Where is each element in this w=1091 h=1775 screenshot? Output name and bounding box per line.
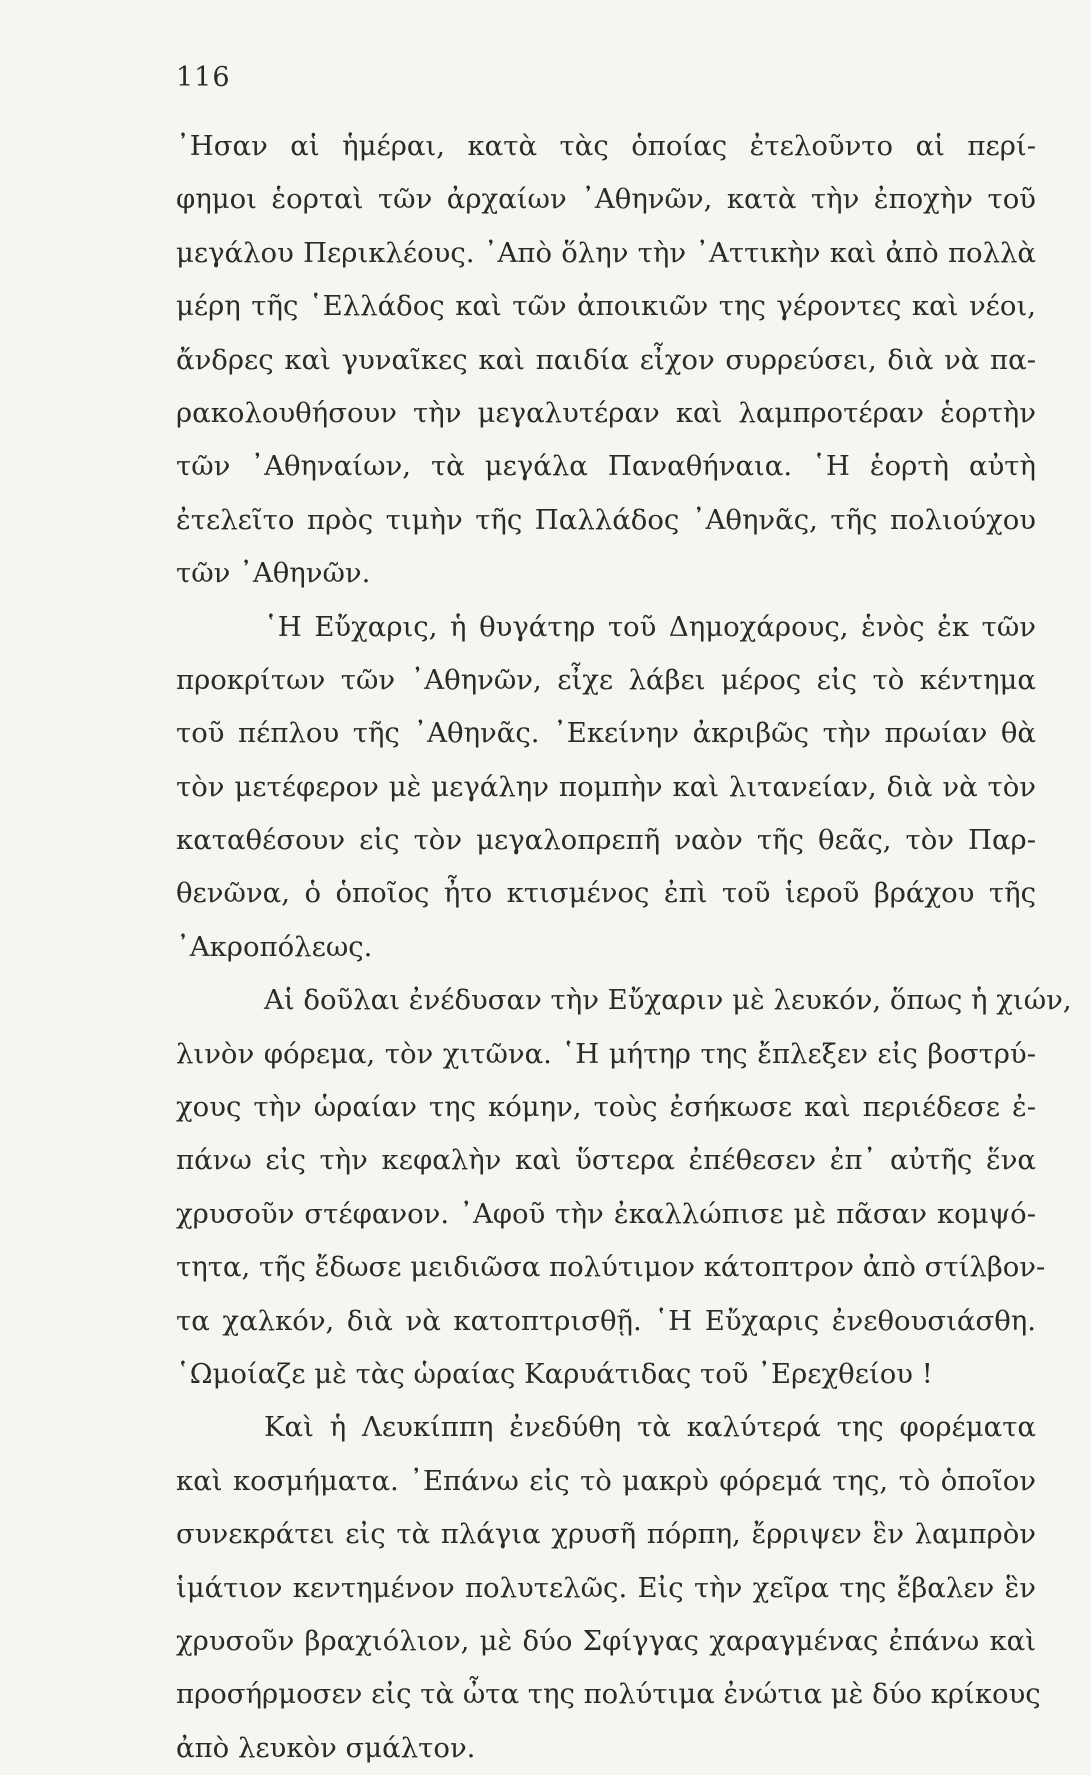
text-line: συνεκράτει εἰς τὰ πλάγια χρυσῆ πόρπη, ἔρριψεν ἓν λαμπρὸν [176, 1518, 1036, 1551]
text-line: φημοι ἑορταὶ τῶν ἀρχαίων ᾿Αθηνῶν, κατὰ τὴν ἐποχὴν τοῦ [176, 183, 1036, 216]
text-line: καὶ κοσμήματα. ᾿Επάνω εἰς τὸ μακρὺ φόρεμά της, τὸ ὁποῖον [176, 1464, 1036, 1497]
text-line: ἄνδρες καὶ γυναῖκες καὶ παιδία εἶχον συρρεύσει, διὰ νὰ πα- [176, 343, 1036, 376]
text-line: χρυσοῦν βραχιόλιον, μὲ δύο Σφίγγας χαραγμένας ἐπάνω καὶ [176, 1624, 1036, 1657]
paragraph [176, 120, 1036, 601]
text-line: ᾿Ακροπόλεως. [176, 930, 373, 963]
paragraph [176, 1401, 1041, 1775]
text-line: ῾Η Εὔχαρις, ἡ θυγάτηρ τοῦ Δημοχάρους, ἑνὸς ἐκ τῶν [264, 610, 1036, 643]
text-line: προκρίτων τῶν ᾿Αθηνῶν, εἶχε λάβει μέρος εἰς τὸ κέντημα [176, 663, 1036, 696]
text-line: πάνω εἰς τὴν κεφαλὴν καὶ ὕστερα ἐπέθεσεν ἐπ᾿ αὐτῆς ἕνα [176, 1144, 1036, 1177]
text-line: Καὶ ἡ Λευκίππη ἐνεδύθη τὰ καλύτερά της φορέματα [264, 1411, 1036, 1444]
text-line: τῶν ᾿Αθηναίων, τὰ μεγάλα Παναθήναια. ῾Η ἑορτὴ αὐτὴ [176, 450, 1036, 483]
paragraph [176, 601, 1036, 975]
text-line: ἀπὸ λευκὸν σμάλτον. [176, 1731, 476, 1764]
text-line: χους τὴν ὡραίαν της κόμην, τοὺς ἐσήκωσε καὶ περιέδεσε ἐ- [176, 1091, 1036, 1124]
text-line: τητα, τῆς ἔδωσε μειδιῶσα πολύτιμον κάτοπτρον ἀπὸ στίλβον- [176, 1251, 1046, 1284]
body-text [176, 120, 1072, 1775]
text-line: ῾Ωμοίαζε μὲ τὰς ὡραίας Καρυάτιδας τοῦ ᾿Ερεχθείου ! [176, 1357, 933, 1390]
text-line: τῶν ᾿Αθηνῶν. [176, 557, 371, 590]
text-line: ρακολουθήσουν τὴν μεγαλυτέραν καὶ λαμπροτέραν ἑορτὴν [176, 396, 1036, 429]
text-line: τα χαλκόν, διὰ νὰ κατοπτρισθῇ. ῾Η Εὔχαρις ἐνεθουσιάσθη. [176, 1304, 1036, 1337]
text-line: τοῦ πέπλου τῆς ᾿Αθηνᾶς. ᾿Εκείνην ἀκριβῶς τὴν πρωίαν θὰ [176, 717, 1036, 750]
page-number: 116 [176, 62, 231, 93]
text-line: ἐτελεῖτο πρὸς τιμὴν τῆς Παλλάδος ᾿Αθηνᾶς, τῆς πολιούχου [176, 503, 1036, 536]
text-line: ἱμάτιον κεντημένον πολυτελῶς. Εἰς τὴν χεῖρα της ἔβαλεν ἓν [176, 1571, 1036, 1604]
text-line: ᾿Ησαν αἱ ἡμέραι, κατὰ τὰς ὁποίας ἐτελοῦντο αἱ περί- [176, 130, 1036, 162]
paragraph [176, 974, 1072, 1401]
text-line: θενῶνα, ὁ ὁποῖος ἦτο κτισμένος ἐπὶ τοῦ ἱεροῦ βράχου τῆς [176, 877, 1036, 910]
text-line: τὸν μετέφερον μὲ μεγάλην πομπὴν καὶ λιτανείαν, διὰ νὰ τὸν [176, 770, 1036, 803]
text-line: προσήρμοσεν εἰς τὰ ὦτα της πολύτιμα ἐνώτια μὲ δύο κρίκους [176, 1678, 1041, 1711]
text-line: λινὸν φόρεμα, τὸν χιτῶνα. ῾Η μήτηρ της ἔπλεξεν εἰς βοστρύ- [176, 1037, 1036, 1070]
text-line: Αἱ δοῦλαι ἐνέδυσαν τὴν Εὔχαριν μὲ λευκόν, ὅπως ἡ χιών, [264, 984, 1072, 1017]
text-line: καταθέσουν εἰς τὸν μεγαλοπρεπῆ ναὸν τῆς θεᾶς, τὸν Παρ- [176, 824, 1036, 857]
text-line: μέρη τῆς ῾Ελλάδος καὶ τῶν ἀποικιῶν της γέροντες καὶ νέοι, [176, 290, 1036, 323]
text-line: μεγάλου Περικλέους. ᾿Απὸ ὅλην τὴν ᾿Αττικὴν καὶ ἀπὸ πολλὰ [176, 236, 1036, 269]
text-line: χρυσοῦν στέφανον. ᾿Αφοῦ τὴν ἐκαλλώπισε μὲ πᾶσαν κομψό- [176, 1197, 1036, 1230]
